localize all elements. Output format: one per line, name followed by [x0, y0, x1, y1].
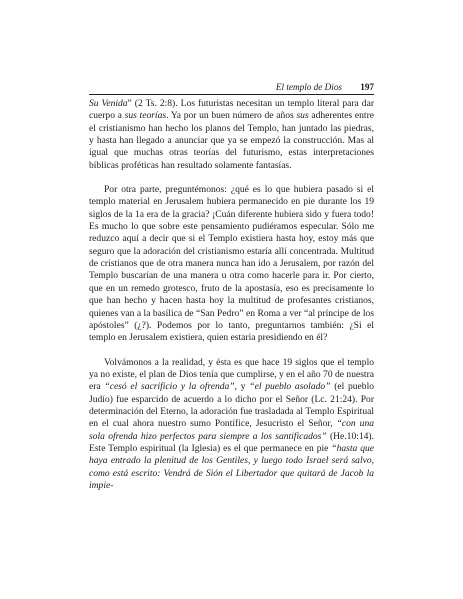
text-run: . Ya por un buen número de años — [166, 110, 297, 122]
paragraph-3 — [89, 357, 374, 493]
header-rule — [89, 94, 374, 95]
text-run: (el pueblo Judío) fue esparcido de acuerdo a lo dicho por el Señor (Lc. 21:24). Por determinación del Eterno, la adoración fue trasladada al Templo Espiritual en el cual ahora nuestro sumo Pontífice, Jesucristo el Señor, — [89, 381, 374, 430]
text-run: (He.10:14). Este Templo espiritual (la Iglesia) es el que permanece en pie — [89, 430, 374, 454]
paragraph-gap — [89, 172, 374, 184]
italic-text: “con una sola ofrenda hizo perfectos para siempre a los santificados” — [89, 418, 374, 442]
italic-text: Su Venida — [89, 98, 128, 109]
text-run: ” (2 Ts. 2:8). Los futuristas necesitan un templo literal para dar cuerpo a — [89, 98, 374, 122]
paragraph-1 — [89, 98, 374, 172]
text-run: Por otra parte, preguntémonos: ¿qué es lo que hubiera pasado si el templo material en Jerusalem hubiera permanecido en pie durante los 19 siglos de la 1a era de la gracia? ¡Cuán diferente hubiera sido y fuera todo! Es mucho lo que sobre este pensamiento pudiéramos especular. Sólo me reduzco aquí a decir que si el Templo existiera hasta hoy, estoy más que seguro que la adoración del cristianismo estaría allí concentrada. Multitud de cristianos que de otra manera nunca han ido a Jerusalem, por razón del Templo buscarían de una manera u otra como hacerle para ir. Por cierto, que en un remedo grotesco, fruto de la apostasía, eso es precisamente lo que han hecho y hacen hasta hoy la multitud de profesantes cristianos, quienes van a la basílica de “San Pedro” en Roma a ver “al príncipe de los apóstoles” (¿?). Podemos por lo tanto, preguntarnos también: ¿Si el templo en Jerusalem existiera, quien estaría presidiendo en él? — [89, 184, 374, 344]
text-run: adherentes entre el cristianismo han hecho los planos del Templo, han juntado las piedras, y hasta han llegado a anunciar que ya se empezó la construcción. Mas al igual que muchas otras teorías del futurismo, estas interpretaciones bíblicas proféticas han resultado solamente fantasías. — [89, 110, 374, 171]
running-title: El templo de Dios — [275, 82, 342, 92]
italic-text: “el pueblo asolado” — [249, 381, 331, 393]
italic-text: sus — [296, 110, 309, 122]
paragraph-2 — [89, 184, 374, 344]
italic-text: sus teorías — [124, 110, 167, 122]
text-run: Volvámonos a la realidad, y ésta es que hace 19 siglos que el templo ya no existe, el plan de Dios tenía que cumplirse, y en el año 70 de nuestra era — [89, 356, 374, 393]
paragraph-gap — [89, 345, 374, 357]
italic-text: “cesó el sacrificio y la ofrenda” — [104, 381, 235, 393]
italic-text: “hasta que haya entrado la plenitud de los Gentiles, y luego todo Israel será salvo, como está escrito: Vendrá de Sión el Libertador que quitará de Jacob la impie- — [89, 442, 374, 491]
running-header — [89, 80, 374, 94]
text-run: , y — [234, 381, 250, 393]
body-text — [89, 98, 374, 492]
page-number: 197 — [360, 82, 374, 92]
